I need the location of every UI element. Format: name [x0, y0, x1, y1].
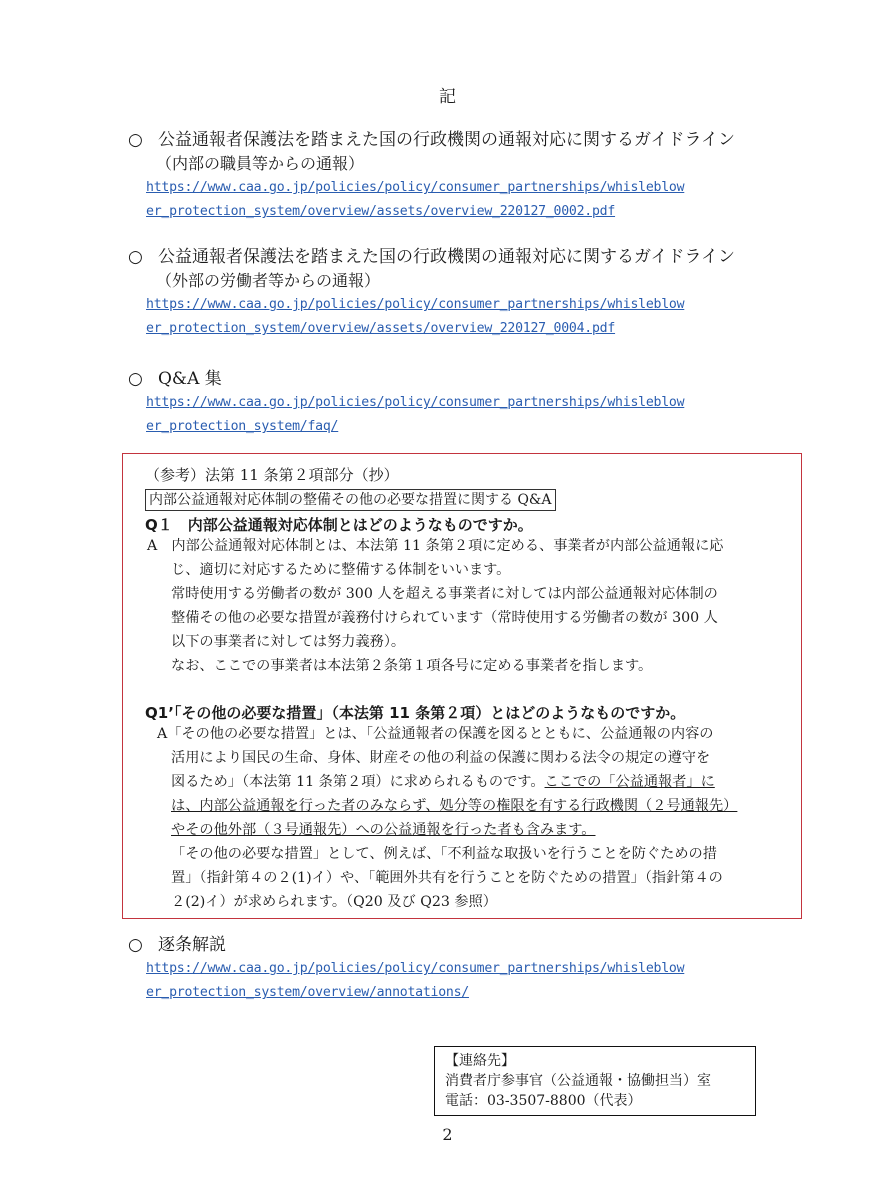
- answer-1-line: じ、適切に対応するために整備する体制をいいます。: [171, 562, 511, 578]
- page-number: 2: [442, 1125, 453, 1144]
- circle-bullet-icon: ○: [128, 369, 143, 389]
- guideline-internal-link-line1[interactable]: https://www.caa.go.jp/policies/policy/consumer_partnerships/whisleblow: [146, 180, 685, 195]
- annotations-link-line2[interactable]: er_protection_system/overview/annotations/: [146, 985, 469, 1000]
- contact-box: [434, 1046, 756, 1116]
- answer-1: [147, 534, 759, 678]
- guideline-internal-link-line2[interactable]: er_protection_system/overview/assets/overview_220127_0002.pdf: [146, 204, 616, 219]
- guideline-external-item: [128, 245, 768, 341]
- answer-2-line: A「その他の必要な措置」とは、「公益通報者の保護を図るとともに、公益通報の内容の: [157, 726, 714, 742]
- answer-2-underlined: は、内部公益通報を行った者のみならず、処分等の権限を有する行政機関（２号通報先）: [171, 798, 738, 814]
- guideline-external-link-line2[interactable]: er_protection_system/overview/assets/overview_220127_0004.pdf: [146, 321, 616, 336]
- qa-boxed-title: 内部公益通報対応体制の整備その他の必要な措置に関する Q&A: [145, 489, 556, 511]
- guideline-external-link-line1[interactable]: https://www.caa.go.jp/policies/policy/consumer_partnerships/whisleblow: [146, 297, 685, 312]
- answer-2-underlined: やその他外部（３号通報先）への公益通報を行った者も含みます。: [171, 822, 596, 838]
- item-subtitle: （外部の労働者等からの通報）: [156, 271, 381, 290]
- answer-1-line: 以下の事業者に対しては努力義務）。: [171, 634, 406, 650]
- item-subtitle: （内部の職員等からの通報）: [156, 154, 365, 173]
- annotations-item: [128, 933, 768, 1005]
- circle-bullet-icon: ○: [128, 935, 143, 955]
- item-title: Q&A 集: [158, 369, 222, 389]
- item-title: 逐条解説: [158, 935, 226, 955]
- answer-1-line: 整備その他の必要な措置が義務付けられています（常時使用する労働者の数が 300 人: [171, 610, 718, 626]
- answer-2-underlined: ここでの「公益通報者」に: [544, 774, 715, 790]
- reference-title: （参考）法第 11 条第２項部分（抄）: [145, 466, 399, 484]
- item-title: 公益通報者保護法を踏まえた国の行政機関の通報対応に関するガイドライン: [158, 130, 735, 150]
- answer-2-line: 「その他の必要な措置」として、例えば、「不利益な取扱いを行うことを防ぐための措: [171, 846, 717, 862]
- reference-box: [122, 453, 802, 919]
- contact-phone: 電話：03-3507-8800（代表）: [445, 1093, 642, 1109]
- faq-link-line1[interactable]: https://www.caa.go.jp/policies/policy/consumer_partnerships/whisleblow: [146, 395, 685, 410]
- item-title: 公益通報者保護法を踏まえた国の行政機関の通報対応に関するガイドライン: [158, 247, 735, 267]
- answer-2-line: 図るため」（本法第 11 条第２項）に求められるものです。: [171, 774, 545, 790]
- answer-2-line: 活用により国民の生命、身体、財産その他の利益の保護に関わる法令の規定の遵守を: [171, 750, 711, 766]
- answer-1-line: A 内部公益通報対応体制とは、本法第 11 条第２項に定める、事業者が内部公益通報に応: [147, 538, 724, 554]
- contact-title: 【連絡先】: [445, 1053, 515, 1069]
- faq-link-line2[interactable]: er_protection_system/faq/: [146, 419, 339, 434]
- circle-bullet-icon: ○: [128, 130, 143, 150]
- answer-2-line: ２(2)イ）が求められます。（Q20 及び Q23 参照）: [171, 894, 497, 910]
- heading: 記: [439, 87, 456, 107]
- annotations-link-line1[interactable]: https://www.caa.go.jp/policies/policy/consumer_partnerships/whisleblow: [146, 961, 685, 976]
- guideline-internal-item: [128, 128, 768, 224]
- contact-office: 消費者庁参事官（公益通報・協働担当）室: [445, 1073, 711, 1089]
- answer-2-line: 置」（指針第４の２(1)イ）や、「範囲外共有を行うことを防ぐための措置」（指針第４の: [171, 870, 723, 886]
- answer-1-line: 常時使用する労働者の数が 300 人を超える事業者に対しては内部公益通報対応体制の: [171, 586, 718, 602]
- faq-item: [128, 367, 768, 439]
- question-1: Q１ 内部公益通報対応体制とはどのようなものですか。: [145, 516, 533, 534]
- answer-1-line: なお、ここでの事業者は本法第２条第１項各号に定める事業者を指します。: [171, 658, 653, 674]
- answer-2: [157, 722, 769, 914]
- circle-bullet-icon: ○: [128, 247, 143, 267]
- question-2: Q1’「その他の必要な措置」（本法第 11 条第２項）とはどのようなものですか。: [145, 704, 686, 722]
